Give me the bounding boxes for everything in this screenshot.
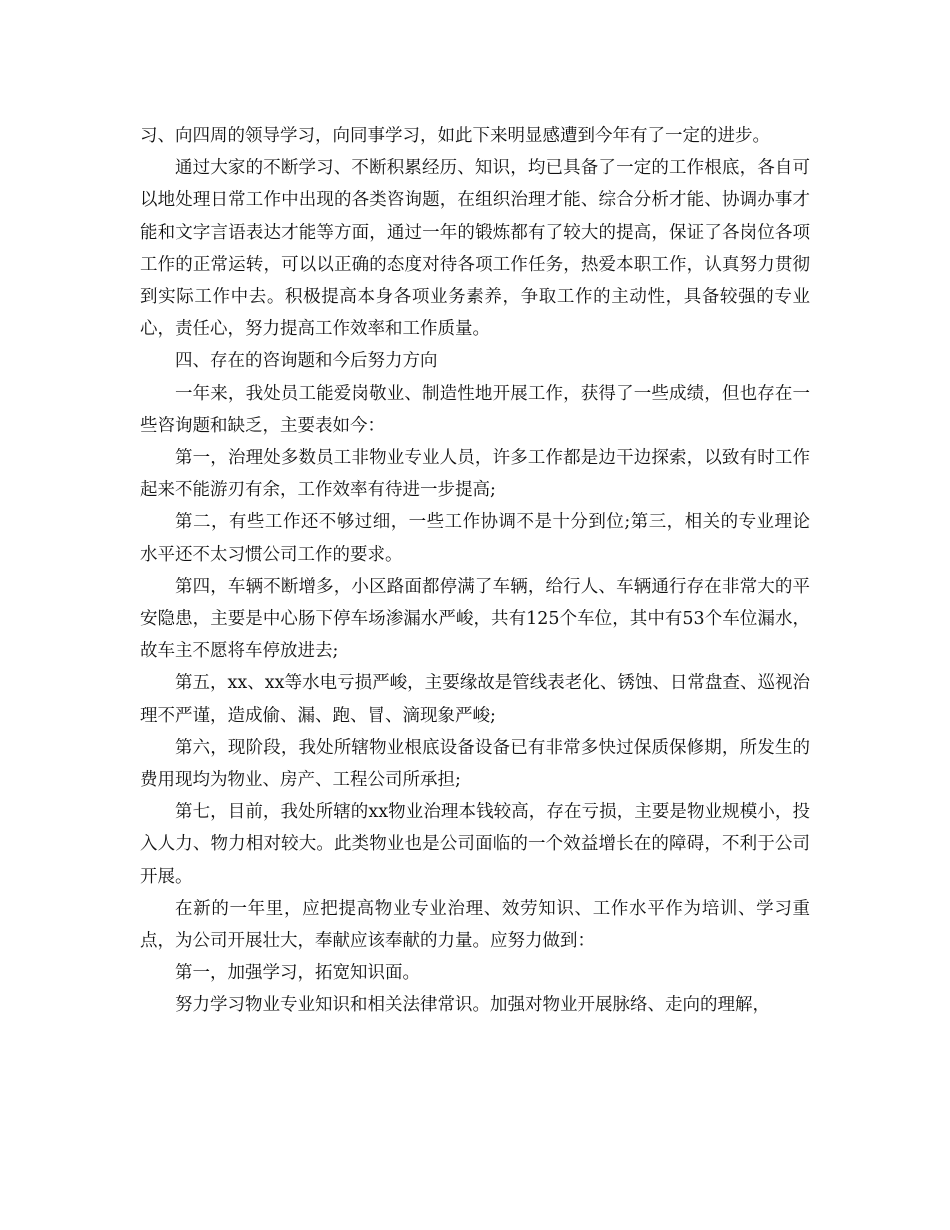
section-heading: 四、存在的咨询题和今后努力方向 [175, 351, 438, 372]
paragraph: 在新的一年里，应把提高物业专业治理、效劳知识、工作水平作为培训、学习重点，为公司开展壮大，奉献应该奉献的力量。应努力做到： [140, 898, 810, 952]
paragraph: 第一，治理处多数员工非物业专业人员，许多工作都是边干边探索，以致有时工作起来不能游刃有余，工作效率有待进一步提高; [140, 448, 810, 501]
document-body [140, 120, 810, 1022]
paragraph: 第四，车辆不断增多，小区路面都停满了车辆，给行人、车辆通行存在非常大的平安隐患，主要是中心肠下停车场渗漏水严峻，共有125个车位，其中有53个车位漏水，故车主不愿将车停放进去; [140, 576, 810, 662]
paragraph: 第五，xx、xx等水电亏损严峻，主要缘故是管线表老化、锈蚀、日常盘查、巡视治理不严谨，造成偷、漏、跑、冒、滴现象严峻; [140, 673, 810, 726]
paragraph: 第二，有些工作还不够过细，一些工作协调不是十分到位;第三，相关的专业理论水平还不太习惯公司工作的要求。 [140, 512, 810, 565]
paragraph: 第七，目前，我处所辖的xx物业治理本钱较高，存在亏损，主要是物业规模小，投入人力、物力相对较大。此类物业也是公司面临的一个效益增长在的障碍，不利于公司开展。 [140, 802, 810, 887]
paragraph-continuation: 习、向四周的领导学习，向同事学习，如此下来明显感遭到今年有了一定的进步。 [140, 126, 770, 146]
paragraph: 努力学习物业专业知识和相关法律常识。加强对物业开展脉络、走向的理解， [175, 995, 770, 1016]
paragraph: 通过大家的不断学习、不断积累经历、知识，均已具备了一定的工作根底，各自可以地处理日常工作中出现的各类咨询题，在组织治理才能、综合分析才能、协调办事才能和文字言语表达才能等方面，通过一年的锻炼都有了较大的提高，保证了各岗位各项工作的正常运转，可以以正确的态度对待各项工作任务，热爱本职工作，认真努力贯彻到实际工作中去。积极提高本身各项业务素养，争取工作的主动性，具备较强的专业心，责任心，努力提高工作效率和工作质量。 [140, 158, 810, 340]
paragraph: 第六，现阶段，我处所辖物业根底设备设备已有非常多快过保质保修期，所发生的费用现均为物业、房产、工程公司所承担; [140, 737, 810, 791]
paragraph: 一年来，我处员工能爱岗敬业、制造性地开展工作，获得了一些成绩，但也存在一些咨询题和缺乏，主要表如今： [140, 383, 810, 436]
paragraph: 第一，加强学习，拓宽知识面。 [175, 963, 420, 984]
